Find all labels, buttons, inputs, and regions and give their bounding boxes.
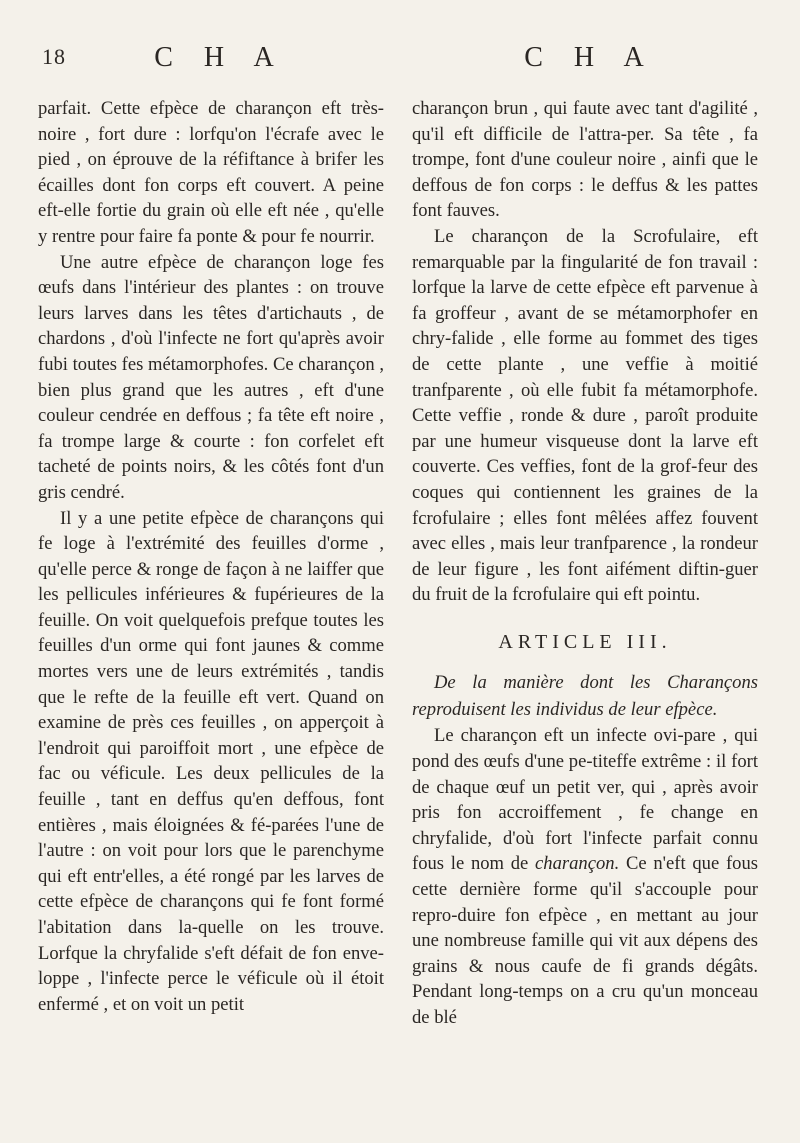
running-head-left: C H A (154, 42, 286, 73)
paragraph: Il y a une petite efpèce de charançons qui fe loge à l'extrémité des feuilles d'orme , qu'elle perce & ronge de façon à ne laiffer que les pellicules inférieures & fupérieures de la feuille. On voit quelquefois prefque toutes les feuilles d'un orme qui font jaunes & comme mortes vers une de leurs extrémités , tandis que le refte de la feuille eft vert. Quand on examine de près ces feuilles , on apperçoit à l'endroit qui paroiffoit mort , une efpèce de fac ou véficule. Les deux pellicules de la feuille , tant en deffus qu'en deffous, font entières , mais éloignées & fé-parées l'une de l'autre : on voit pour lors que le parenchyme qui eft entr'elles, a été rongé par les larves de cette efpèce de charançons qui fe font formé l'abitation dans la-quelle on les trouve. Lorfque la chryfalide s'eft défait de fon enve-loppe , l'infecte perce le véficule où il étoit enfermé , et on voit un petit (38, 507, 384, 1015)
page-number: 18 (42, 44, 66, 69)
paragraph: charançon brun , qui faute avec tant d'agilité , qu'il eft difficile de l'attra-per. Sa tête , fa trompe, font d'une couleur noire , ainfi que le deffous de fon corps : le deffus & les pattes font fauves. (412, 98, 758, 222)
paragraph-text: Le charançon eft un infecte ovi-pare , qui pond des œufs d'une pe-titeffe extrême : il fort de chaque œuf un petit ver, qui , après avoir pris fon accroiffement , fe change en chryfalide, d'où fort l'infecte parfait connu fous le nom de (412, 725, 758, 875)
article-heading: ARTICLE III. (498, 630, 672, 653)
italic-term: charançon. (535, 853, 620, 875)
page-header (0, 42, 800, 82)
paragraph: Le charançon de la Scrofulaire, eft remarquable par la fingularité de fon travail : lorfque la larve de cette efpèce eft parvenue à fa groffeur , avant de se métamorphofer en chry-falide , elle forme au fommet des tiges de cette plante , une veffie à moitié tranfparente , où elle fubit fa métamorphofe. Cette veffie , ronde & dure , paroît produite par une humeur visqueuse dont la larve eft couverte. Ces veffies, font de la grof-feur des coques qui contiennent les graines de la fcrofulaire ; elles font mêlées affez fouvent avec elles , mais leur tranfparence , la rondeur de leur figure , les font aifément diftin-guer du fruit de la fcrofulaire qui eft pointu. (412, 225, 758, 606)
paragraph (412, 723, 758, 1030)
paragraph: Une autre efpèce de charançon loge fes œufs dans l'intérieur des plantes : on trouve leurs larves dans les têtes d'artichauts , de chardons , d'où l'infecte ne fort qu'après avoir fubi toutes fes métamorphofes. Ce charançon , bien plus grand que les autres , eft d'une couleur cendrée en deffous ; fa tête eft noire , fa trompe large & courte : fon corfelet eft tacheté de points noirs, & les côtés font d'un gris cendré. (38, 251, 384, 503)
right-column (412, 96, 758, 1031)
article-subtitle: De la manière dont les Charançons reproduisent les individus de leur efpèce. (412, 672, 758, 721)
running-head-right: C H A (524, 42, 656, 73)
left-column (38, 96, 384, 1017)
paragraph-text: Ce n'eft que fous cette dernière forme qu'il s'accouple pour repro-duire fon efpèce , en mettant au jour une nombreuse famille qui vit aux dépens des grains & nous caufe de fi grands dégâts. Pendant long-temps on a cru qu'un monceau de blé (412, 853, 758, 1028)
paragraph: parfait. Cette efpèce de charançon eft très-noire , fort dure : lorfqu'on l'écrafe avec le pied , on éprouve de la réfiftance à brifer les écailles dont fon corps eft couvert. A peine eft-elle fortie du grain où elle eft née , qu'elle y rentre pour faire fa ponte & pour fe nourrir. (38, 98, 384, 247)
